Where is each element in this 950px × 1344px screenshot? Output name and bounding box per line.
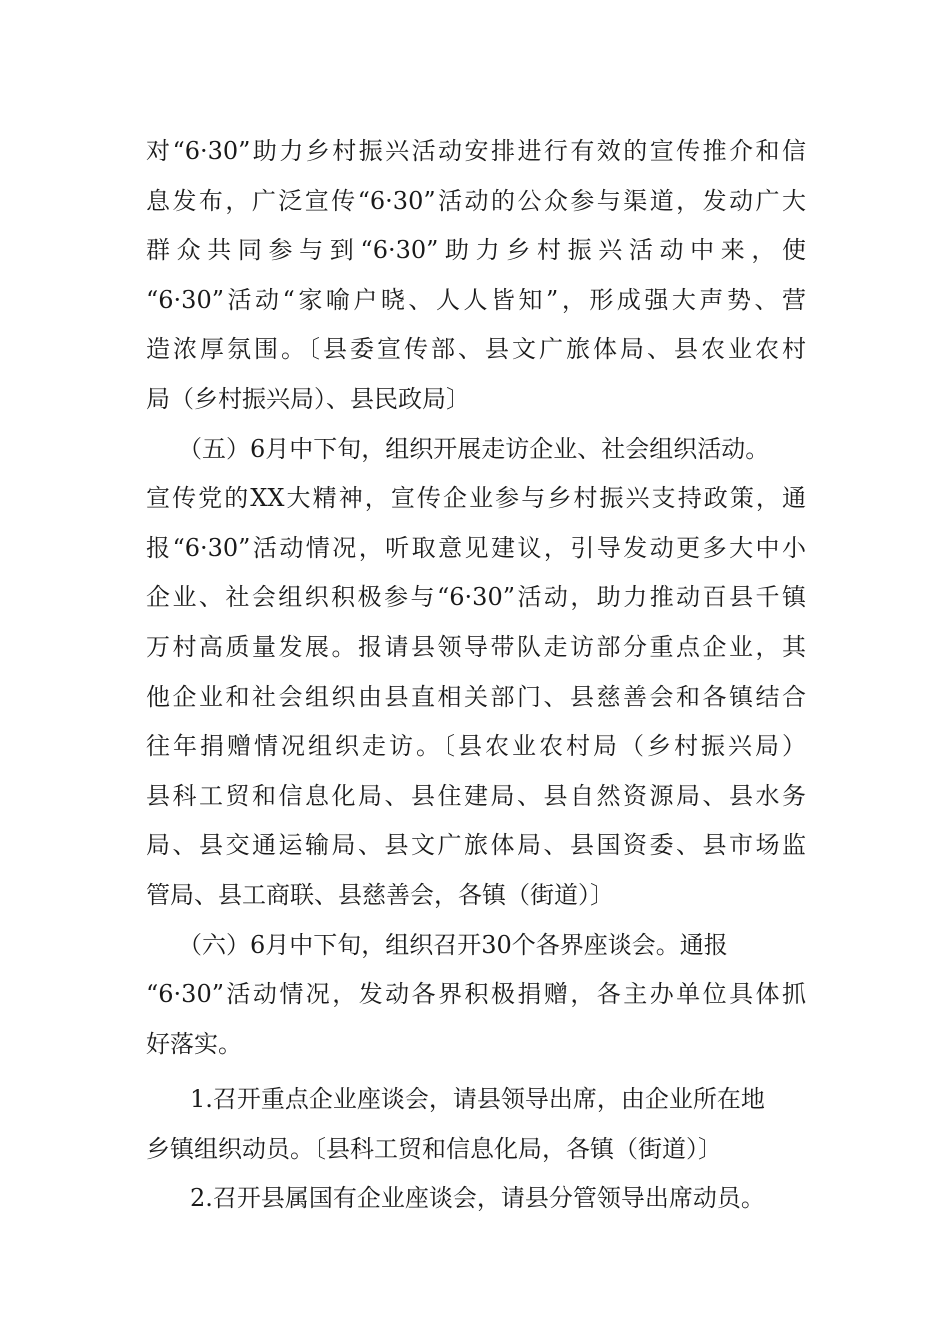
text-line: 息发布，广泛宣传“6·30”活动的公众参与渠道，发动广大 (146, 186, 806, 215)
section-heading-line: （六）6月中下旬，组织召开30个各界座谈会。通报 (178, 930, 728, 959)
text-line: “6·30”活动情况，发动各界积极捐赠，各主办单位具体抓 (146, 980, 806, 1009)
text-line: 企业、社会组织积极参与“6·30”活动，助力推动百县千镇 (146, 583, 806, 612)
text-line: 造浓厚氛围。〔县委宣传部、县文广旅体局、县农业农村 (146, 335, 806, 364)
document-body (146, 127, 806, 1224)
list-item-line: 1.召开重点企业座谈会，请县领导出席，由企业所在地 (190, 1085, 765, 1114)
text-line: 报“6·30”活动情况，听取意见建议，引导发动更多大中小 (146, 533, 806, 562)
text-line: “6·30”活动“家喻户晓、人人皆知”，形成强大声势、营 (146, 285, 806, 314)
text-line: 他企业和社会组织由县直相关部门、县慈善会和各镇结合 (146, 682, 806, 711)
text-line: 宣传党的XX大精神，宣传企业参与乡村振兴支持政策，通 (146, 484, 806, 513)
text-line: 管局、县工商联、县慈善会，各镇（街道）〕 (146, 880, 614, 909)
text-line: 万村高质量发展。报请县领导带队走访部分重点企业，其 (146, 632, 806, 661)
text-line: 对“6·30”助力乡村振兴活动安排进行有效的宣传推介和信 (146, 137, 806, 165)
section-heading-line: （五）6月中下旬，组织开展走访企业、社会组织活动。 (178, 434, 770, 463)
text-line: 往年捐赠情况组织走访。〔县农业农村局（乡村振兴局） (146, 732, 806, 761)
text-line: 好落实。 (146, 1029, 242, 1058)
text-line: 局（乡村振兴局）、县民政局〕 (146, 384, 470, 413)
text-line: 局、县交通运输局、县文广旅体局、县国资委、县市场监 (146, 831, 806, 860)
list-item-line: 2.召开县属国有企业座谈会，请县分管领导出席动员。 (190, 1184, 765, 1213)
text-line: 群众共同参与到“6·30”助力乡村振兴活动中来，使 (146, 236, 806, 265)
text-line: 县科工贸和信息化局、县住建局、县自然资源局、县水务 (146, 781, 806, 810)
text-line: 乡镇组织动员。〔县科工贸和信息化局，各镇（街道）〕 (146, 1134, 722, 1163)
